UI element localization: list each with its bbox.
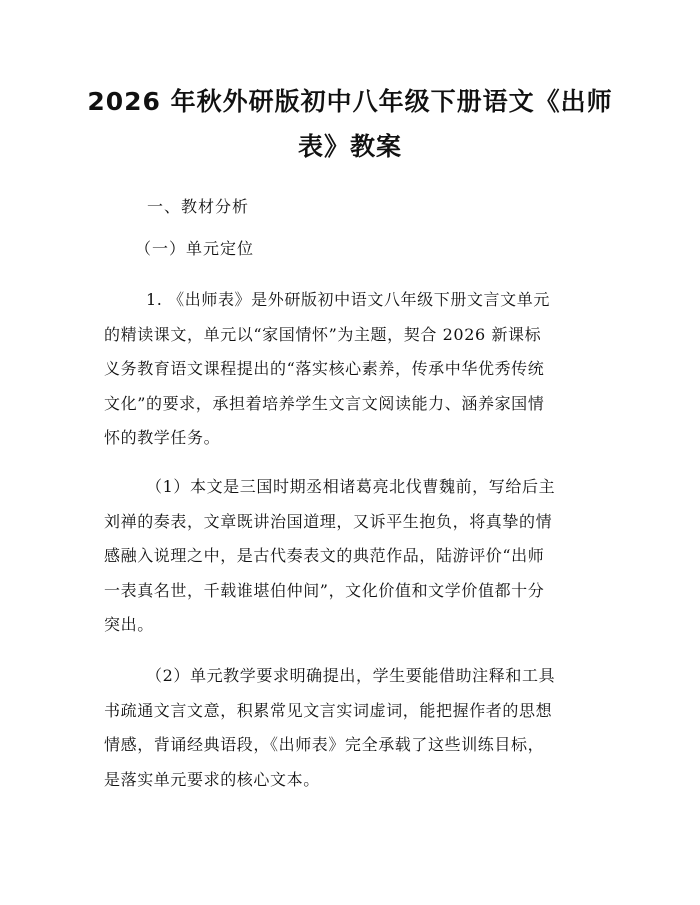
paragraph-line: 怀的教学任务。 [104,428,221,447]
paragraph-line: 突出。 [104,615,154,634]
document-title-line-2: 表》教案 [297,132,402,161]
paragraph-1 [104,283,600,456]
paragraph-line: 的精读课文，单元以“家国情怀”为主题，契合 2026 新课标 [104,324,542,344]
paragraph-line: 一表真名世，千载谁堪伯仲间”，文化价值和文学价值都十分 [104,580,545,600]
paragraph-line: 1. 《出师表》是外研版初中语文八年级下册文言文单元 [146,290,550,309]
paragraph-3 [104,659,600,797]
paragraph-line: 义务教育语文课程提出的“落实核心素养，传承中华优秀传统 [104,359,545,378]
paragraph-2 [104,470,600,643]
paragraph-line: 文化”的要求，承担着培养学生文言文阅读能力、涵养家国情 [104,393,545,413]
paragraph-line: （2）单元教学要求明确提出，学生要能借助注释和工具 [146,666,556,685]
document-title-line-1: 2026 年秋外研版初中八年级下册语文《出师 [87,87,613,116]
paragraph-line: 感融入说理之中，是古代奏表文的典范作品，陆游评价“出师 [104,546,545,565]
paragraph-line: 书疏通文言文意，积累常见文言实词虚词，能把握作者的思想 [104,700,553,720]
subsection-heading: （一）单元定位 [135,239,255,258]
paragraph-line: 情感，背诵经典语段，《出师表》完全承载了这些训练目标， [104,735,545,754]
section-heading: 一、教材分析 [147,197,250,216]
paragraph-line: 刘禅的奏表，文章既讲治国道理，又诉平生抱负，将真挚的情 [104,511,553,531]
paragraph-line: （1）本文是三国时期丞相诸葛亮北伐曹魏前，写给后主 [146,477,556,496]
paragraph-line: 是落实单元要求的核心文本。 [104,769,320,789]
